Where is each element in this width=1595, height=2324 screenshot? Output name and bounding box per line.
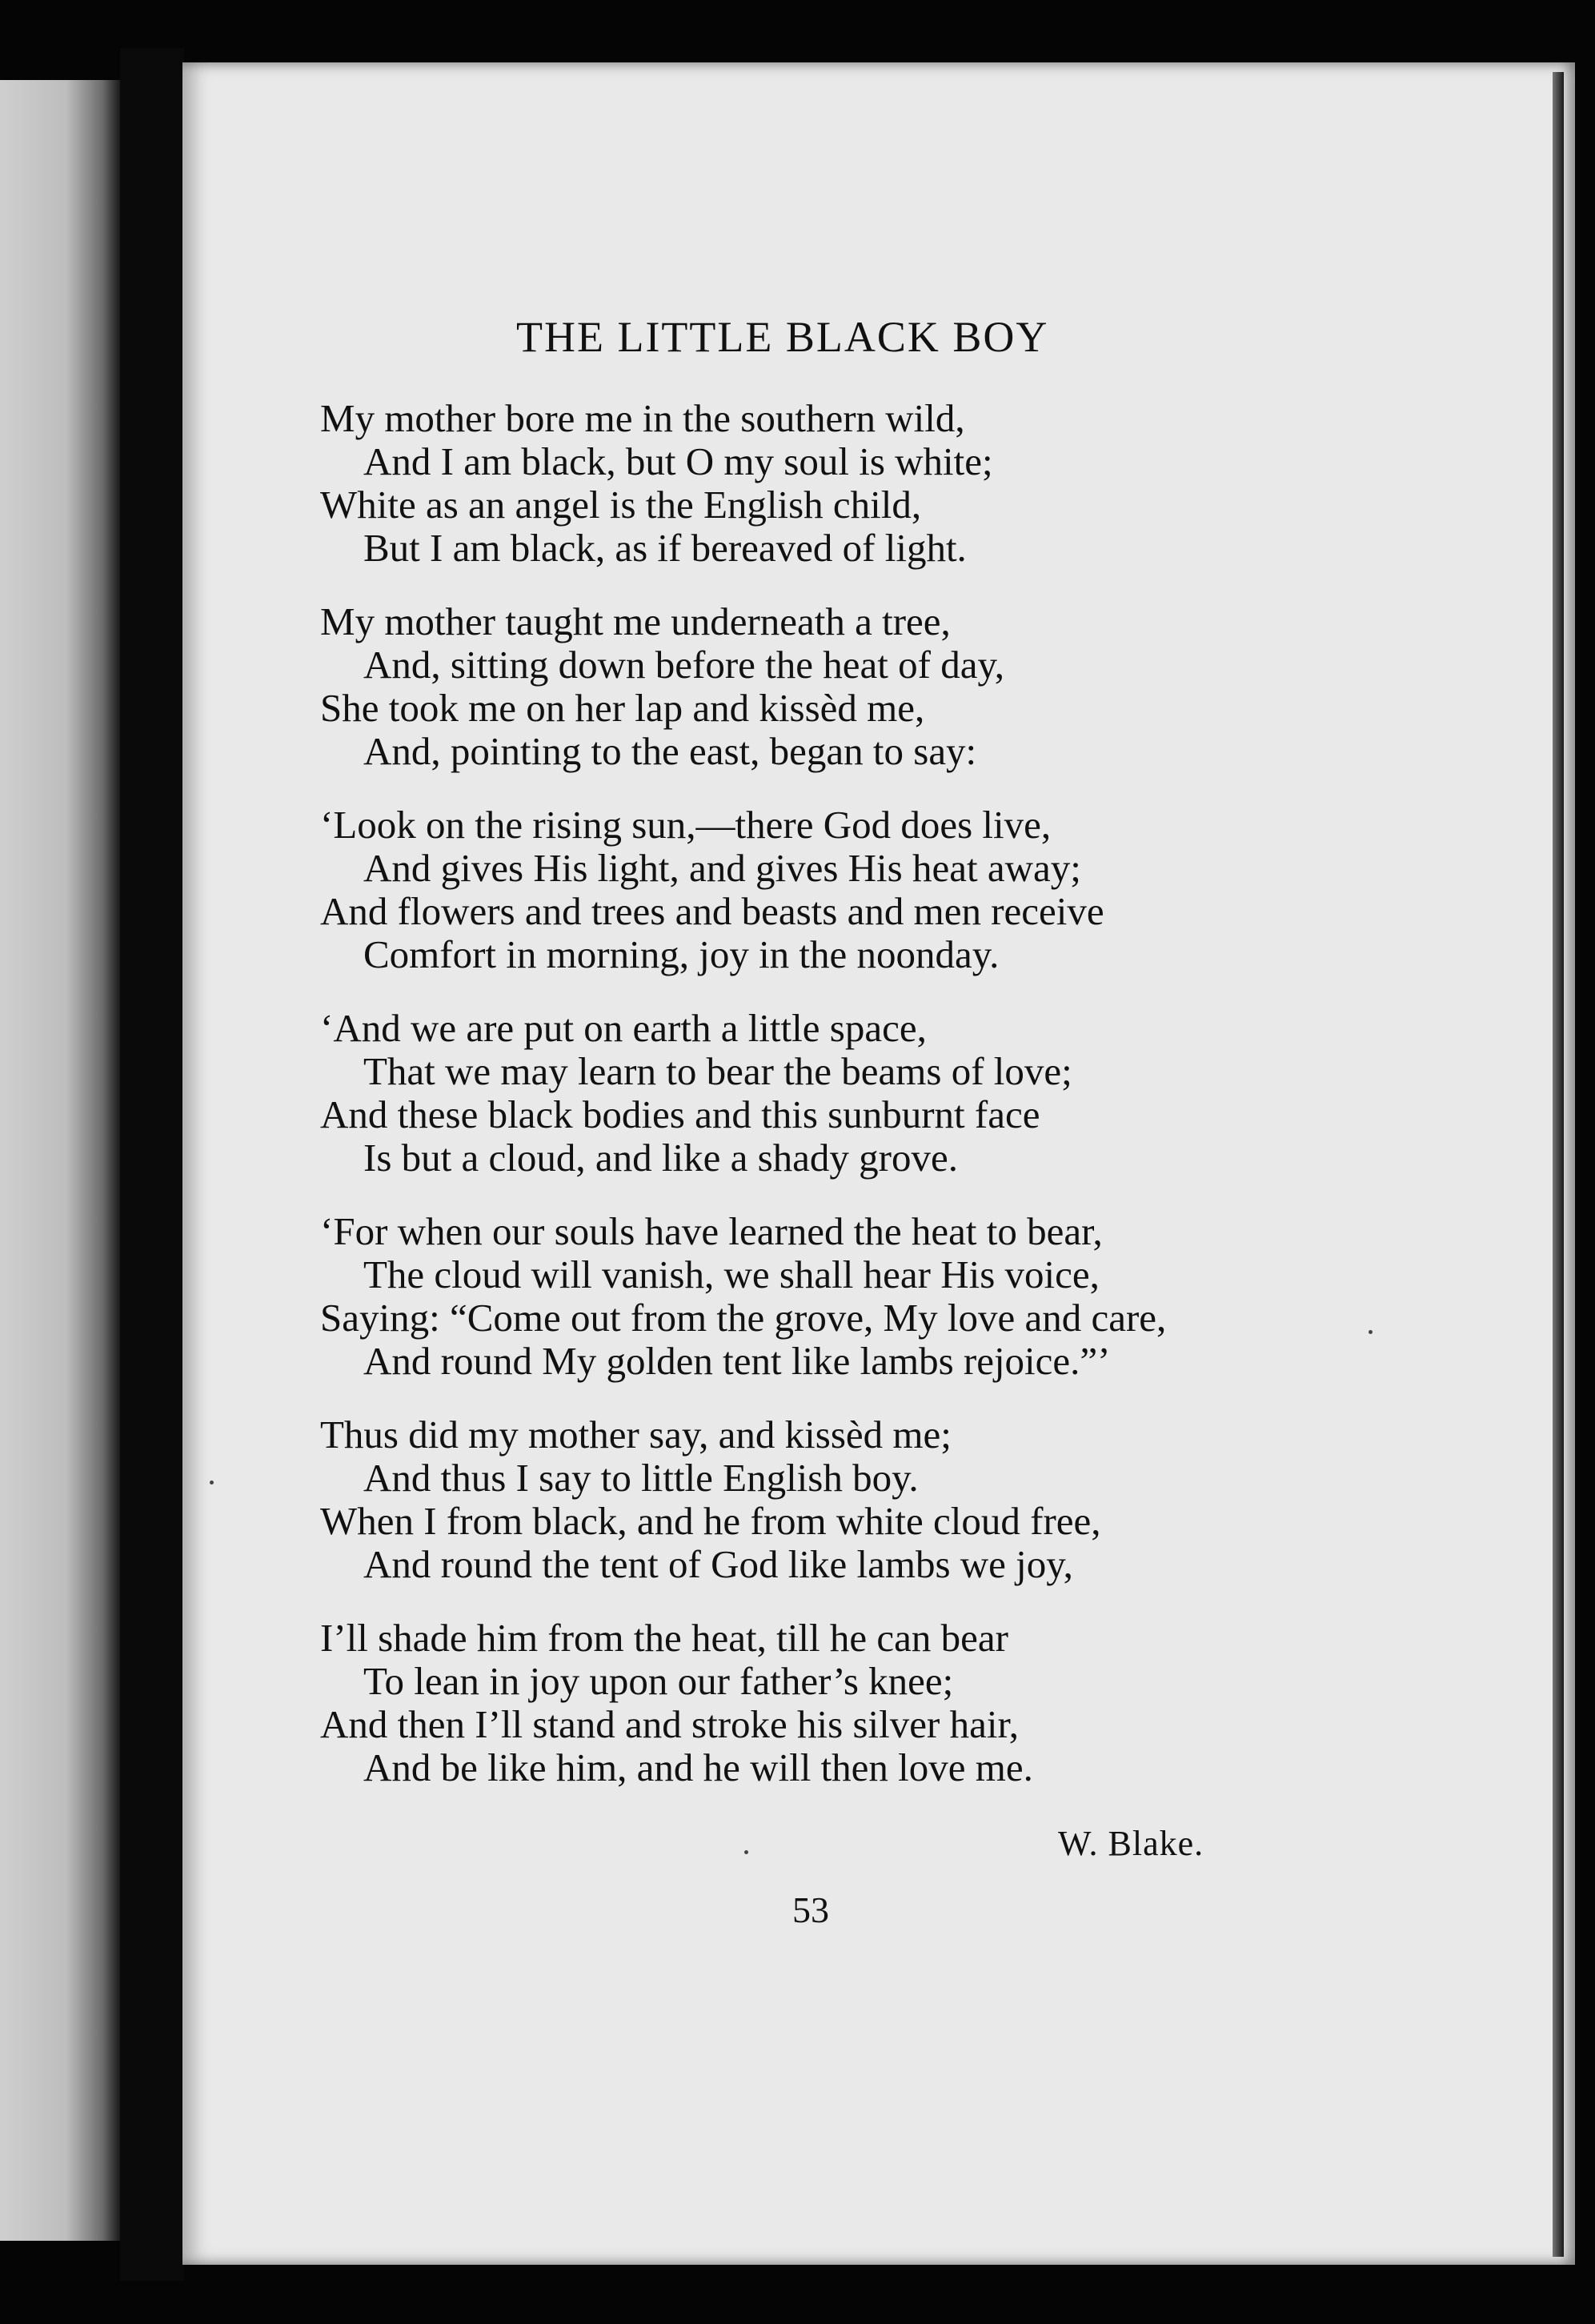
scan-speck xyxy=(744,1850,748,1854)
stanza xyxy=(320,803,1361,976)
poem-line: And be like him, and he will then love me. xyxy=(363,1745,1033,1789)
poem-title: THE LITTLE BLACK BOY xyxy=(516,313,1049,361)
stanza xyxy=(320,397,1361,570)
stanza xyxy=(320,1617,1361,1789)
poem-line: The cloud will vanish, we shall hear His voice, xyxy=(363,1252,1100,1296)
poem-line: But I am black, as if bereaved of light. xyxy=(363,526,967,570)
poem-line: Saying: “Come out from the grove, My love and care, xyxy=(320,1296,1167,1340)
poem-line: And gives His light, and gives His heat away; xyxy=(363,846,1081,890)
poem-line: And thus I say to little English boy. xyxy=(363,1456,919,1500)
scan-speck xyxy=(210,1481,214,1485)
poem-line: My mother taught me underneath a tree, xyxy=(320,599,951,643)
poem-line: And round My golden tent like lambs rejoice.”’ xyxy=(363,1339,1111,1383)
stanza xyxy=(320,1007,1361,1180)
stanza xyxy=(320,600,1361,773)
scan-speck xyxy=(1369,1330,1373,1334)
left-page-edge xyxy=(0,80,120,2241)
poem-line: ‘Look on the rising sun,—there God does live, xyxy=(320,803,1052,847)
poem-body xyxy=(320,397,1361,1820)
page-number: 53 xyxy=(792,1889,829,1930)
poem-line: To lean in joy upon our father’s knee; xyxy=(363,1659,954,1703)
poem-line: ‘For when our souls have learned the heat to bear, xyxy=(320,1209,1103,1253)
poem-line: And, sitting down before the heat of day, xyxy=(363,643,1005,687)
page-edge-shadow xyxy=(1553,72,1564,2257)
poem-line: ‘And we are put on earth a little space, xyxy=(320,1006,927,1050)
book-gutter xyxy=(120,48,184,2281)
poem-line: My mother bore me in the southern wild, xyxy=(320,396,965,440)
poem-line: Is but a cloud, and like a shady grove. xyxy=(363,1136,958,1180)
poem-line: And I am black, but O my soul is white; xyxy=(363,439,993,483)
poem-line: And then I’ll stand and stroke his silver hair, xyxy=(320,1702,1020,1746)
poem-line: I’ll shade him from the heat, till he can bear xyxy=(320,1616,1008,1660)
poem-line: White as an angel is the English child, xyxy=(320,483,922,527)
poem-line: And round the tent of God like lambs we joy, xyxy=(363,1542,1073,1586)
poem-line: And these black bodies and this sunburnt face xyxy=(320,1092,1040,1136)
poem-line: Comfort in morning, joy in the noonday. xyxy=(363,932,1000,976)
poem-line: She took me on her lap and kissèd me, xyxy=(320,686,925,730)
author-signature: W. Blake. xyxy=(1058,1824,1204,1863)
poem-line: Thus did my mother say, and kissèd me; xyxy=(320,1412,952,1457)
stanza xyxy=(320,1210,1361,1383)
stanza xyxy=(320,1413,1361,1586)
poem-line: That we may learn to bear the beams of love; xyxy=(363,1049,1072,1093)
poem-line: And flowers and trees and beasts and men receive xyxy=(320,889,1104,933)
poem-line: And, pointing to the east, began to say: xyxy=(363,729,977,773)
poem-line: When I from black, and he from white cloud free, xyxy=(320,1499,1101,1543)
